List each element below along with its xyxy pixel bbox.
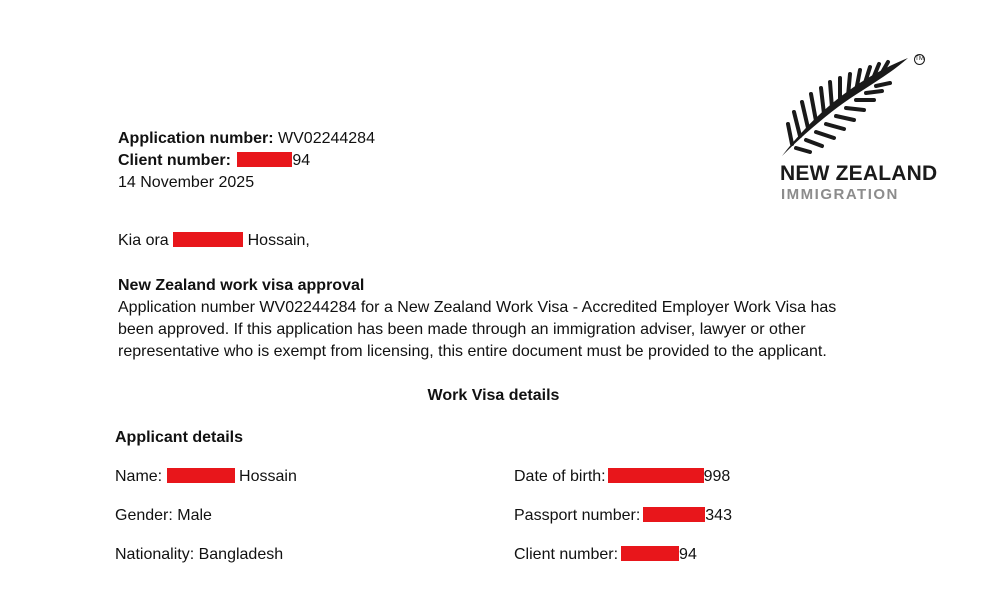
client-number-line (118, 150, 310, 172)
nz-immigration-logo (778, 52, 938, 202)
greeting-prefix: Kia ora (118, 232, 169, 249)
application-number-value: WV02244284 (278, 130, 375, 147)
gender-row: Gender: Male (115, 507, 212, 524)
passport-suffix: 343 (705, 507, 732, 524)
dob-suffix: 998 (703, 468, 731, 485)
passport-row (514, 505, 732, 527)
dob-label: Date of birth: (514, 468, 606, 485)
redaction-block (173, 232, 243, 247)
redaction-block (237, 152, 292, 167)
client-suffix: 94 (679, 546, 697, 563)
approval-heading: New Zealand work visa approval (118, 277, 365, 294)
greeting-surname: Hossain, (247, 232, 310, 249)
nationality-row: Nationality: Bangladesh (115, 546, 284, 563)
name-surname: Hossain (239, 468, 297, 485)
silver-fern-icon (778, 52, 928, 157)
client-number-row (514, 544, 697, 566)
approval-paragraph (118, 297, 870, 363)
logo-line-immigration: IMMIGRATION (781, 186, 899, 203)
application-number-line (118, 128, 375, 150)
dob-row (514, 466, 730, 488)
approval-line-2: been approved. If this application has been made through an immigration adviser, lawyer or other (118, 321, 806, 338)
name-row (115, 466, 297, 488)
client-label: Client number: (514, 546, 619, 563)
redaction-block (608, 468, 704, 483)
application-number-label: Application number: (118, 130, 274, 147)
letter-date: 14 November 2025 (118, 174, 255, 191)
redaction-block (621, 546, 679, 561)
redaction-block (643, 507, 705, 522)
work-visa-details-title: Work Visa details (427, 387, 560, 404)
applicant-details-heading: Applicant details (115, 429, 244, 446)
client-number-suffix: 94 (292, 152, 311, 169)
passport-label: Passport number: (514, 507, 641, 524)
approval-line-1: Application number WV02244284 for a New Zealand Work Visa - Accredited Employer Work Visa has (118, 299, 837, 316)
approval-line-3: representative who is exempt from licensing, this entire document must be provided to the applicant. (118, 343, 827, 360)
trademark-mark: TM (914, 54, 925, 65)
redaction-block (167, 468, 235, 483)
greeting-line (118, 230, 310, 252)
name-label: Name: (115, 468, 163, 485)
logo-line-new-zealand: NEW ZEALAND (780, 162, 938, 185)
client-number-label: Client number: (118, 152, 231, 169)
